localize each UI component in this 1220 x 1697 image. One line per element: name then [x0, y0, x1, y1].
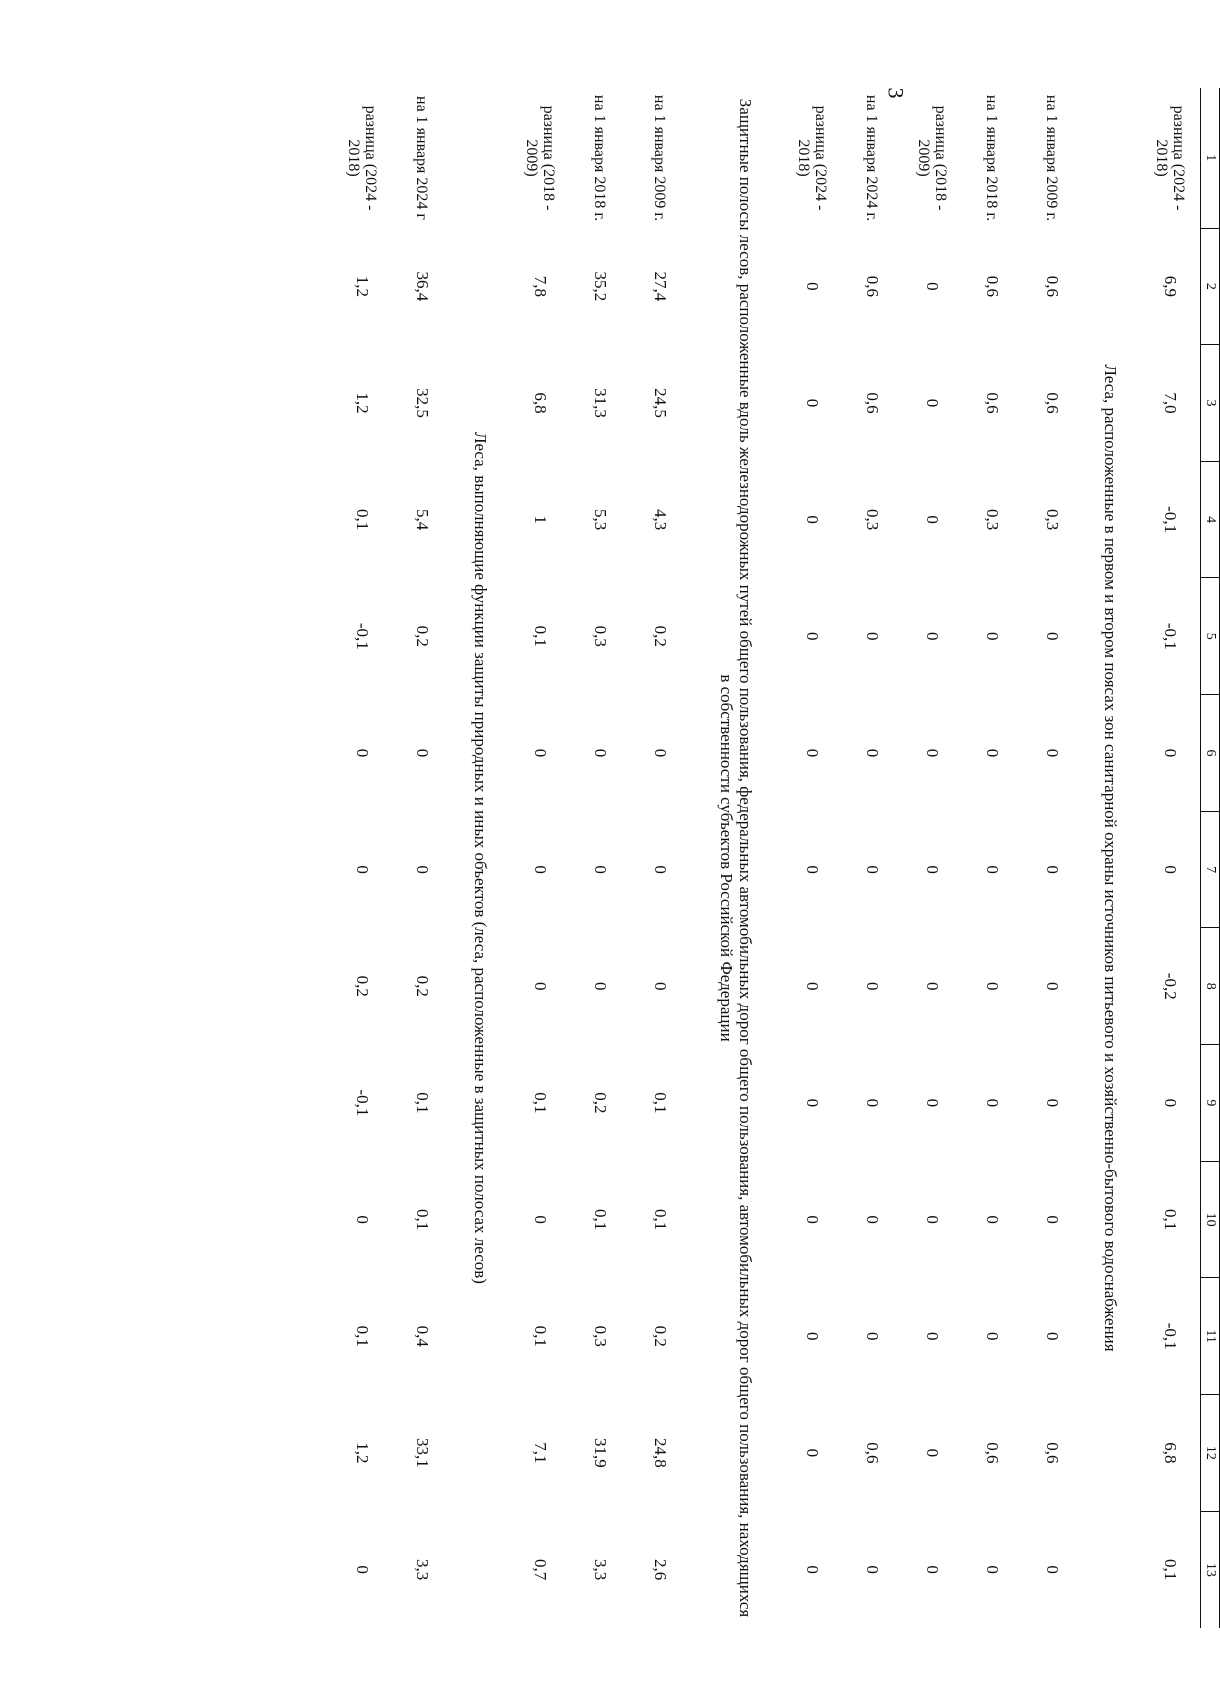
value-cell: 24,8 [651, 1438, 670, 1468]
value-cell: 7,8 [531, 275, 550, 297]
value-cell: 0 [923, 748, 942, 758]
row-label: на 1 января 2018 г. [983, 94, 1001, 222]
value-cell: -0,1 [1161, 1322, 1180, 1350]
section-heading: Защитные полосы лесов, расположенные вдоль железнодорожных путей общего пользования, федеральных автомобильных дорог общего пользования, автомобильных дорог общего пользования, находящихся в собственности субъектов Российской Федерации [717, 98, 755, 1618]
value-cell: 0,1 [531, 1325, 550, 1347]
header-cell: 4 [1201, 461, 1220, 578]
table-row [962, 88, 1022, 1628]
value-cell: 0,1 [353, 1325, 372, 1347]
value-cell: -0,1 [353, 1089, 372, 1117]
page-number: 3 [883, 87, 909, 99]
value-cell: 0 [1161, 748, 1180, 758]
row-label: разница (2018 - 2009) [523, 105, 557, 211]
value-cell: 0,2 [651, 625, 670, 647]
header-cell: 9 [1201, 1045, 1220, 1162]
table-row [902, 88, 962, 1628]
value-cell: 6,8 [1161, 1442, 1180, 1464]
value-cell: 24,5 [651, 388, 670, 418]
header-cell: 8 [1201, 928, 1220, 1045]
value-cell: 0 [803, 282, 822, 291]
value-cell: 2,6 [651, 1558, 670, 1581]
value-cell: 0 [983, 1331, 1002, 1341]
section-heading-row [1082, 88, 1140, 1628]
value-cell: 0 [803, 865, 822, 874]
value-cell: 5,4 [413, 509, 432, 531]
value-cell: 7,0 [1161, 392, 1180, 414]
value-cell: 0,4 [413, 1325, 432, 1347]
value-cell: 0 [651, 982, 670, 991]
value-cell: 32,5 [413, 388, 432, 418]
value-cell: 0 [1043, 632, 1062, 641]
value-cell: 3,3 [591, 1558, 610, 1581]
value-cell: 0,1 [531, 625, 550, 647]
value-cell: 0 [803, 1098, 822, 1108]
value-cell: 6,8 [531, 392, 550, 414]
row-label: на 1 января 2024 г [413, 96, 431, 220]
value-cell: 0 [863, 865, 882, 874]
value-cell: 0 [923, 1098, 942, 1108]
value-cell: 0,1 [651, 1208, 670, 1231]
value-cell: 4,3 [651, 509, 670, 531]
value-cell: 6,9 [1161, 275, 1180, 297]
table-row [1140, 88, 1201, 1628]
value-cell: 0 [1043, 1331, 1062, 1341]
value-cell: 0 [923, 1448, 942, 1458]
section-heading: Леса, выполняющие функции защиты природных и иных объектов (леса, расположенные в защитных полосах лесов) [471, 432, 491, 1284]
value-cell: 0 [531, 1215, 550, 1224]
value-cell: 0,3 [591, 625, 610, 647]
value-cell: 33,1 [413, 1438, 432, 1468]
value-cell: 0 [591, 748, 610, 758]
table-body [332, 88, 1220, 1628]
header-cell: 12 [1201, 1395, 1220, 1512]
value-cell: 0 [923, 282, 942, 291]
forest-data-table [332, 88, 1220, 1628]
value-cell: 0 [1043, 865, 1062, 874]
value-cell: 0 [651, 865, 670, 874]
value-cell: 0 [983, 748, 1002, 758]
value-cell: 0,1 [1161, 1558, 1180, 1581]
value-cell: 1 [531, 515, 550, 524]
value-cell: 0 [353, 865, 372, 874]
header-cell: 1 [1201, 88, 1220, 228]
value-cell: 0,3 [1043, 509, 1062, 531]
value-cell: 0,6 [983, 1442, 1002, 1464]
value-cell: 0 [1043, 1565, 1062, 1574]
value-cell: 27,4 [651, 271, 670, 302]
row-label: на 1 января 2009 г. [1043, 94, 1061, 222]
value-cell: 0,1 [413, 1092, 432, 1114]
value-cell: -0,2 [1161, 972, 1180, 1000]
row-label: разница (2024 - 2018) [345, 105, 379, 211]
value-cell: 0 [923, 1331, 942, 1341]
value-cell: -0,1 [353, 622, 372, 650]
value-cell: 0,3 [863, 509, 882, 531]
value-cell: 0 [923, 632, 942, 641]
value-cell: 0,7 [531, 1558, 550, 1581]
value-cell: 0,6 [1043, 275, 1062, 297]
section-heading-row [690, 88, 782, 1628]
table-row [332, 88, 392, 1628]
value-cell: 1,2 [353, 392, 372, 414]
value-cell: 0,2 [413, 975, 432, 997]
value-cell: 0 [923, 982, 942, 991]
value-cell: 0,6 [863, 275, 882, 297]
value-cell: 0 [1161, 1098, 1180, 1108]
value-cell: 0,1 [413, 1208, 432, 1231]
value-cell: 0 [923, 1215, 942, 1224]
value-cell: 0,6 [983, 275, 1002, 297]
value-cell: 3,3 [413, 1558, 432, 1581]
value-cell: 0 [531, 865, 550, 874]
value-cell: 0 [923, 515, 942, 524]
value-cell: 0 [863, 1215, 882, 1224]
value-cell: 0 [803, 1448, 822, 1458]
value-cell: 31,3 [591, 388, 610, 418]
table-row [392, 88, 452, 1628]
value-cell: 0,1 [591, 1208, 610, 1231]
table-row [570, 88, 630, 1628]
row-label: на 1 января 2009 г. [651, 94, 669, 222]
value-cell: 0 [803, 1331, 822, 1341]
value-cell: 35,2 [591, 271, 610, 302]
value-cell: 0 [983, 865, 1002, 874]
value-cell: -0,1 [1161, 506, 1180, 534]
value-cell: 5,3 [591, 509, 610, 531]
section-heading-row [452, 88, 510, 1628]
value-cell: 0 [651, 748, 670, 758]
value-cell: 0 [863, 1331, 882, 1341]
value-cell: 0 [1043, 982, 1062, 991]
value-cell: 1,2 [353, 1442, 372, 1464]
header-cell: 5 [1201, 578, 1220, 695]
value-cell: 0,2 [353, 975, 372, 997]
row-label: разница (2018 - 2009) [915, 105, 949, 211]
value-cell: 0 [353, 1215, 372, 1224]
value-cell: 0 [863, 632, 882, 641]
column-number-header [1201, 88, 1220, 1628]
value-cell: 0 [1043, 1098, 1062, 1108]
value-cell: 0,3 [591, 1325, 610, 1347]
table-row [1022, 88, 1082, 1628]
value-cell: 0 [591, 865, 610, 874]
value-cell: 0,1 [531, 1092, 550, 1114]
value-cell: 0,6 [863, 392, 882, 414]
rotated-table-container [200, 88, 1220, 1628]
value-cell: 0,1 [353, 509, 372, 531]
value-cell: 0 [531, 982, 550, 991]
value-cell: 0 [353, 1565, 372, 1574]
value-cell: 0 [863, 1565, 882, 1574]
row-label: разница (2024 - 2018) [1153, 105, 1187, 211]
value-cell: 0 [803, 398, 822, 408]
row-label: разница (2024 - 2018) [795, 105, 829, 211]
header-cell: 7 [1201, 811, 1220, 928]
value-cell: 0 [413, 748, 432, 758]
value-cell: 0,6 [1043, 1442, 1062, 1464]
value-cell: 0,6 [863, 1442, 882, 1464]
header-cell: 2 [1201, 228, 1220, 345]
value-cell: 0 [923, 398, 942, 408]
value-cell: 0 [413, 865, 432, 874]
value-cell: 0 [923, 1565, 942, 1574]
value-cell: 0 [983, 1098, 1002, 1108]
value-cell: 0 [863, 1098, 882, 1108]
value-cell: 0 [1161, 865, 1180, 874]
value-cell: 0 [863, 748, 882, 758]
value-cell: 0,2 [651, 1325, 670, 1347]
row-label: на 1 января 2018 г. [591, 94, 609, 222]
row-label: на 1 января 2024 г. [863, 94, 881, 222]
value-cell: 0 [1043, 748, 1062, 758]
value-cell: 0 [353, 748, 372, 758]
value-cell: 0 [1043, 1215, 1062, 1224]
header-cell: 3 [1201, 345, 1220, 462]
value-cell: 1,2 [353, 275, 372, 297]
value-cell: 0 [531, 748, 550, 758]
value-cell: 0 [983, 632, 1002, 641]
value-cell: 36,4 [413, 271, 432, 302]
value-cell: 0 [923, 865, 942, 874]
value-cell: 0,2 [413, 625, 432, 647]
table-row [842, 88, 902, 1628]
value-cell: 0 [591, 982, 610, 991]
table-row [510, 88, 570, 1628]
value-cell: 0 [803, 748, 822, 758]
value-cell: 31,9 [591, 1438, 610, 1468]
value-cell: 0 [863, 982, 882, 991]
value-cell: 0,1 [651, 1092, 670, 1114]
header-cell: 11 [1201, 1278, 1220, 1395]
value-cell: 0 [983, 1565, 1002, 1574]
value-cell: 0 [983, 982, 1002, 991]
section-heading: Леса, расположенные в первом и втором поясах зон санитарной охраны источников питьевого и хозяйственно-бытового водоснабжения [1101, 364, 1121, 1352]
value-cell: 0 [803, 515, 822, 524]
table-row [782, 88, 842, 1628]
value-cell: 0,6 [1043, 392, 1062, 414]
value-cell: 0,2 [591, 1092, 610, 1114]
value-cell: 0 [803, 1565, 822, 1574]
value-cell: 0,1 [1161, 1208, 1180, 1231]
value-cell: 0 [983, 1215, 1002, 1224]
value-cell: 0 [803, 982, 822, 991]
value-cell: 7,1 [531, 1442, 550, 1464]
table-row [630, 88, 690, 1628]
value-cell: 0 [803, 1215, 822, 1224]
value-cell: -0,1 [1161, 622, 1180, 650]
value-cell: 0,6 [983, 392, 1002, 414]
header-cell: 13 [1201, 1511, 1220, 1628]
header-cell: 10 [1201, 1161, 1220, 1278]
value-cell: 0 [803, 632, 822, 641]
header-cell: 6 [1201, 695, 1220, 812]
value-cell: 0,3 [983, 509, 1002, 531]
